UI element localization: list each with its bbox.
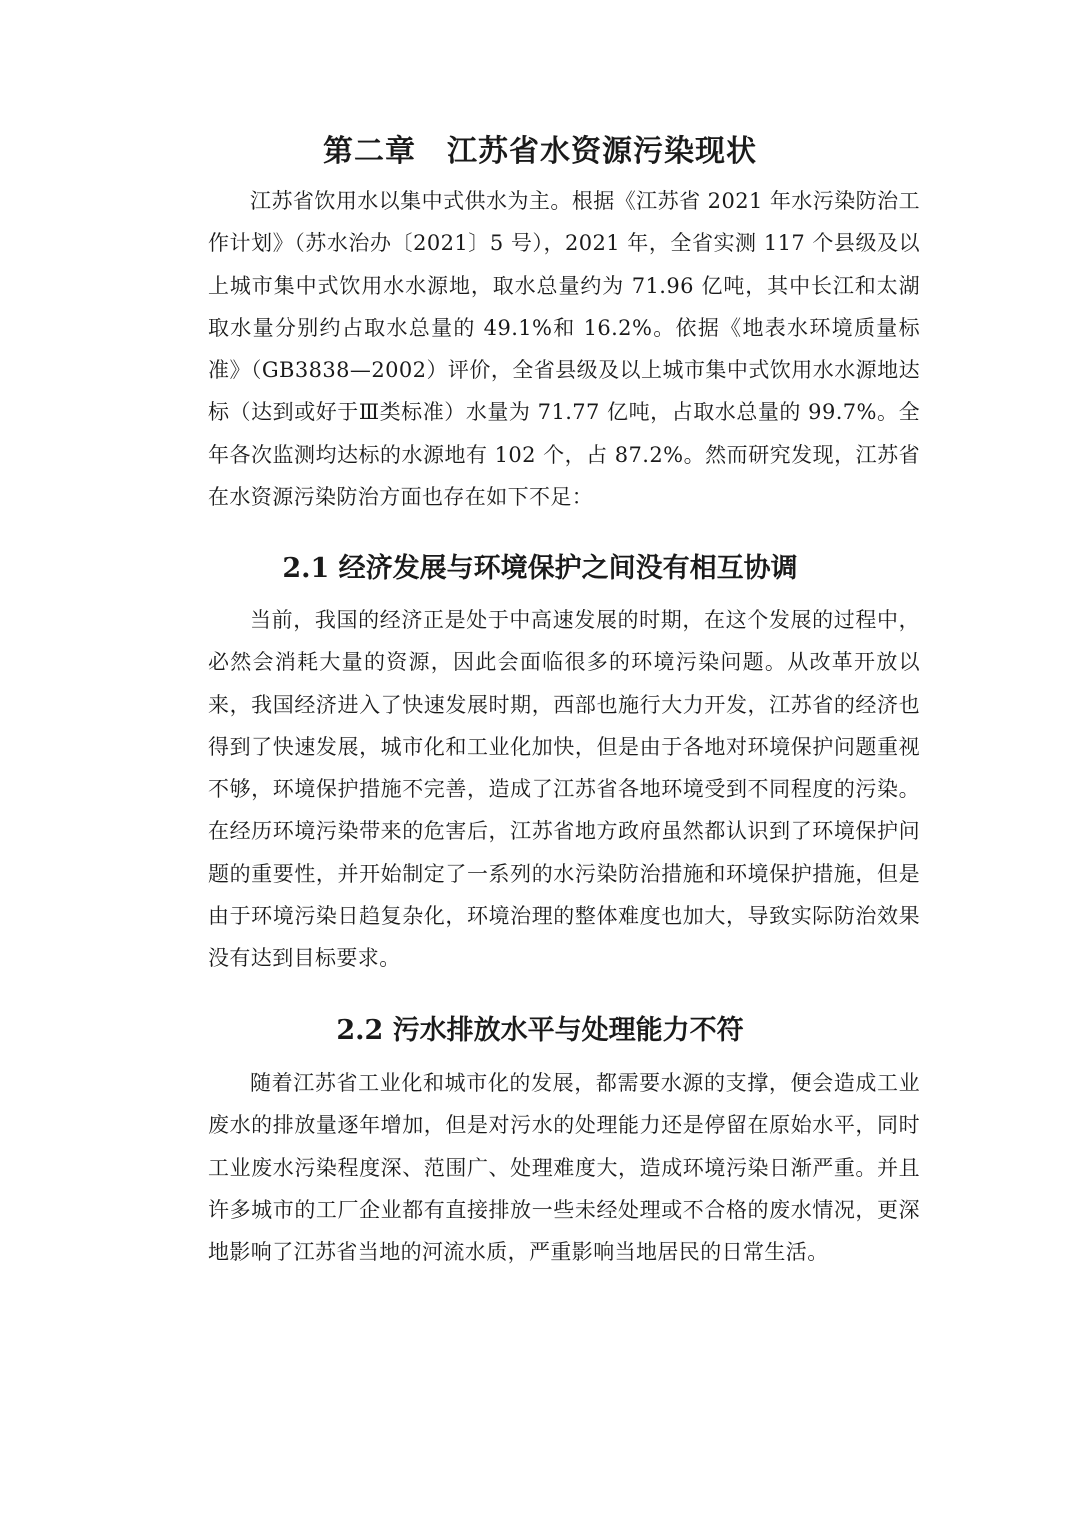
section-paragraph-2-1: 当前，我国的经济正是处于中高速发展的时期，在这个发展的过程中，必然会消耗大量的资源，因此会面临很多的环境污染问题。从改革开放以来，我国经济进入了快速发展时期，西部也施行大力开发，江苏省的经济也得到了快速发展，城市化和工业化加快，但是由于各地对环境保护问题重视不够，环境保护措施不完善，造成了江苏省各地环境受到不同程度的污染。在经历环境污染带来的危害后，江苏省地方政府虽然都认识到了环境保护问题的重要性，并开始制定了一系列的水污染防治措施和环境保护措施，但是由于环境污染日趋复杂化，环境治理的整体难度也加大，导致实际防治效果没有达到目标要求。 xyxy=(208,608,920,971)
section-paragraph-2-2: 随着江苏省工业化和城市化的发展，都需要水源的支撑，便会造成工业废水的排放量逐年增加，但是对污水的处理能力还是停留在原始水平，同时工业废水污染程度深、范围广、处理难度大，造成环境污染日渐严重。并且许多城市的工厂企业都有直接排放一些未经处理或不合格的废水情况，更深地影响了江苏省当地的河流水质，严重影响当地居民的日常生活。 xyxy=(208,1071,920,1265)
chapter-title: 第二章 江苏省水资源污染现状 xyxy=(323,134,757,169)
section-heading-2-2: 2.2 污水排放水平与处理能力不符 xyxy=(336,1015,744,1046)
intro-paragraph: 江苏省饮用水以集中式供水为主。根据《江苏省 2021 年水污染防治工作计划》（苏水治办〔2021〕5 号），2021 年，全省实测 117 个县级及以上城市集中式饮用水水源地，取水总量约为 71.96 亿吨，其中长江和太湖取水量分别约占取水总量的 49.1%和 16.2%。依据《地表水环境质量标准》（GB3838—2002）评价，全省县级及以上城市集中式饮用水水源地达标（达到或好于Ⅲ类标准）水量为 71.77 亿吨，占取水总量的 99.7%。全年各次监测均达标的水源地有 102 个，占 87.2%。然而研究发现，江苏省在水资源污染防治方面也存在如下不足： xyxy=(208,189,920,510)
section-heading-2-1: 2.1 经济发展与环境保护之间没有相互协调 xyxy=(282,553,798,584)
